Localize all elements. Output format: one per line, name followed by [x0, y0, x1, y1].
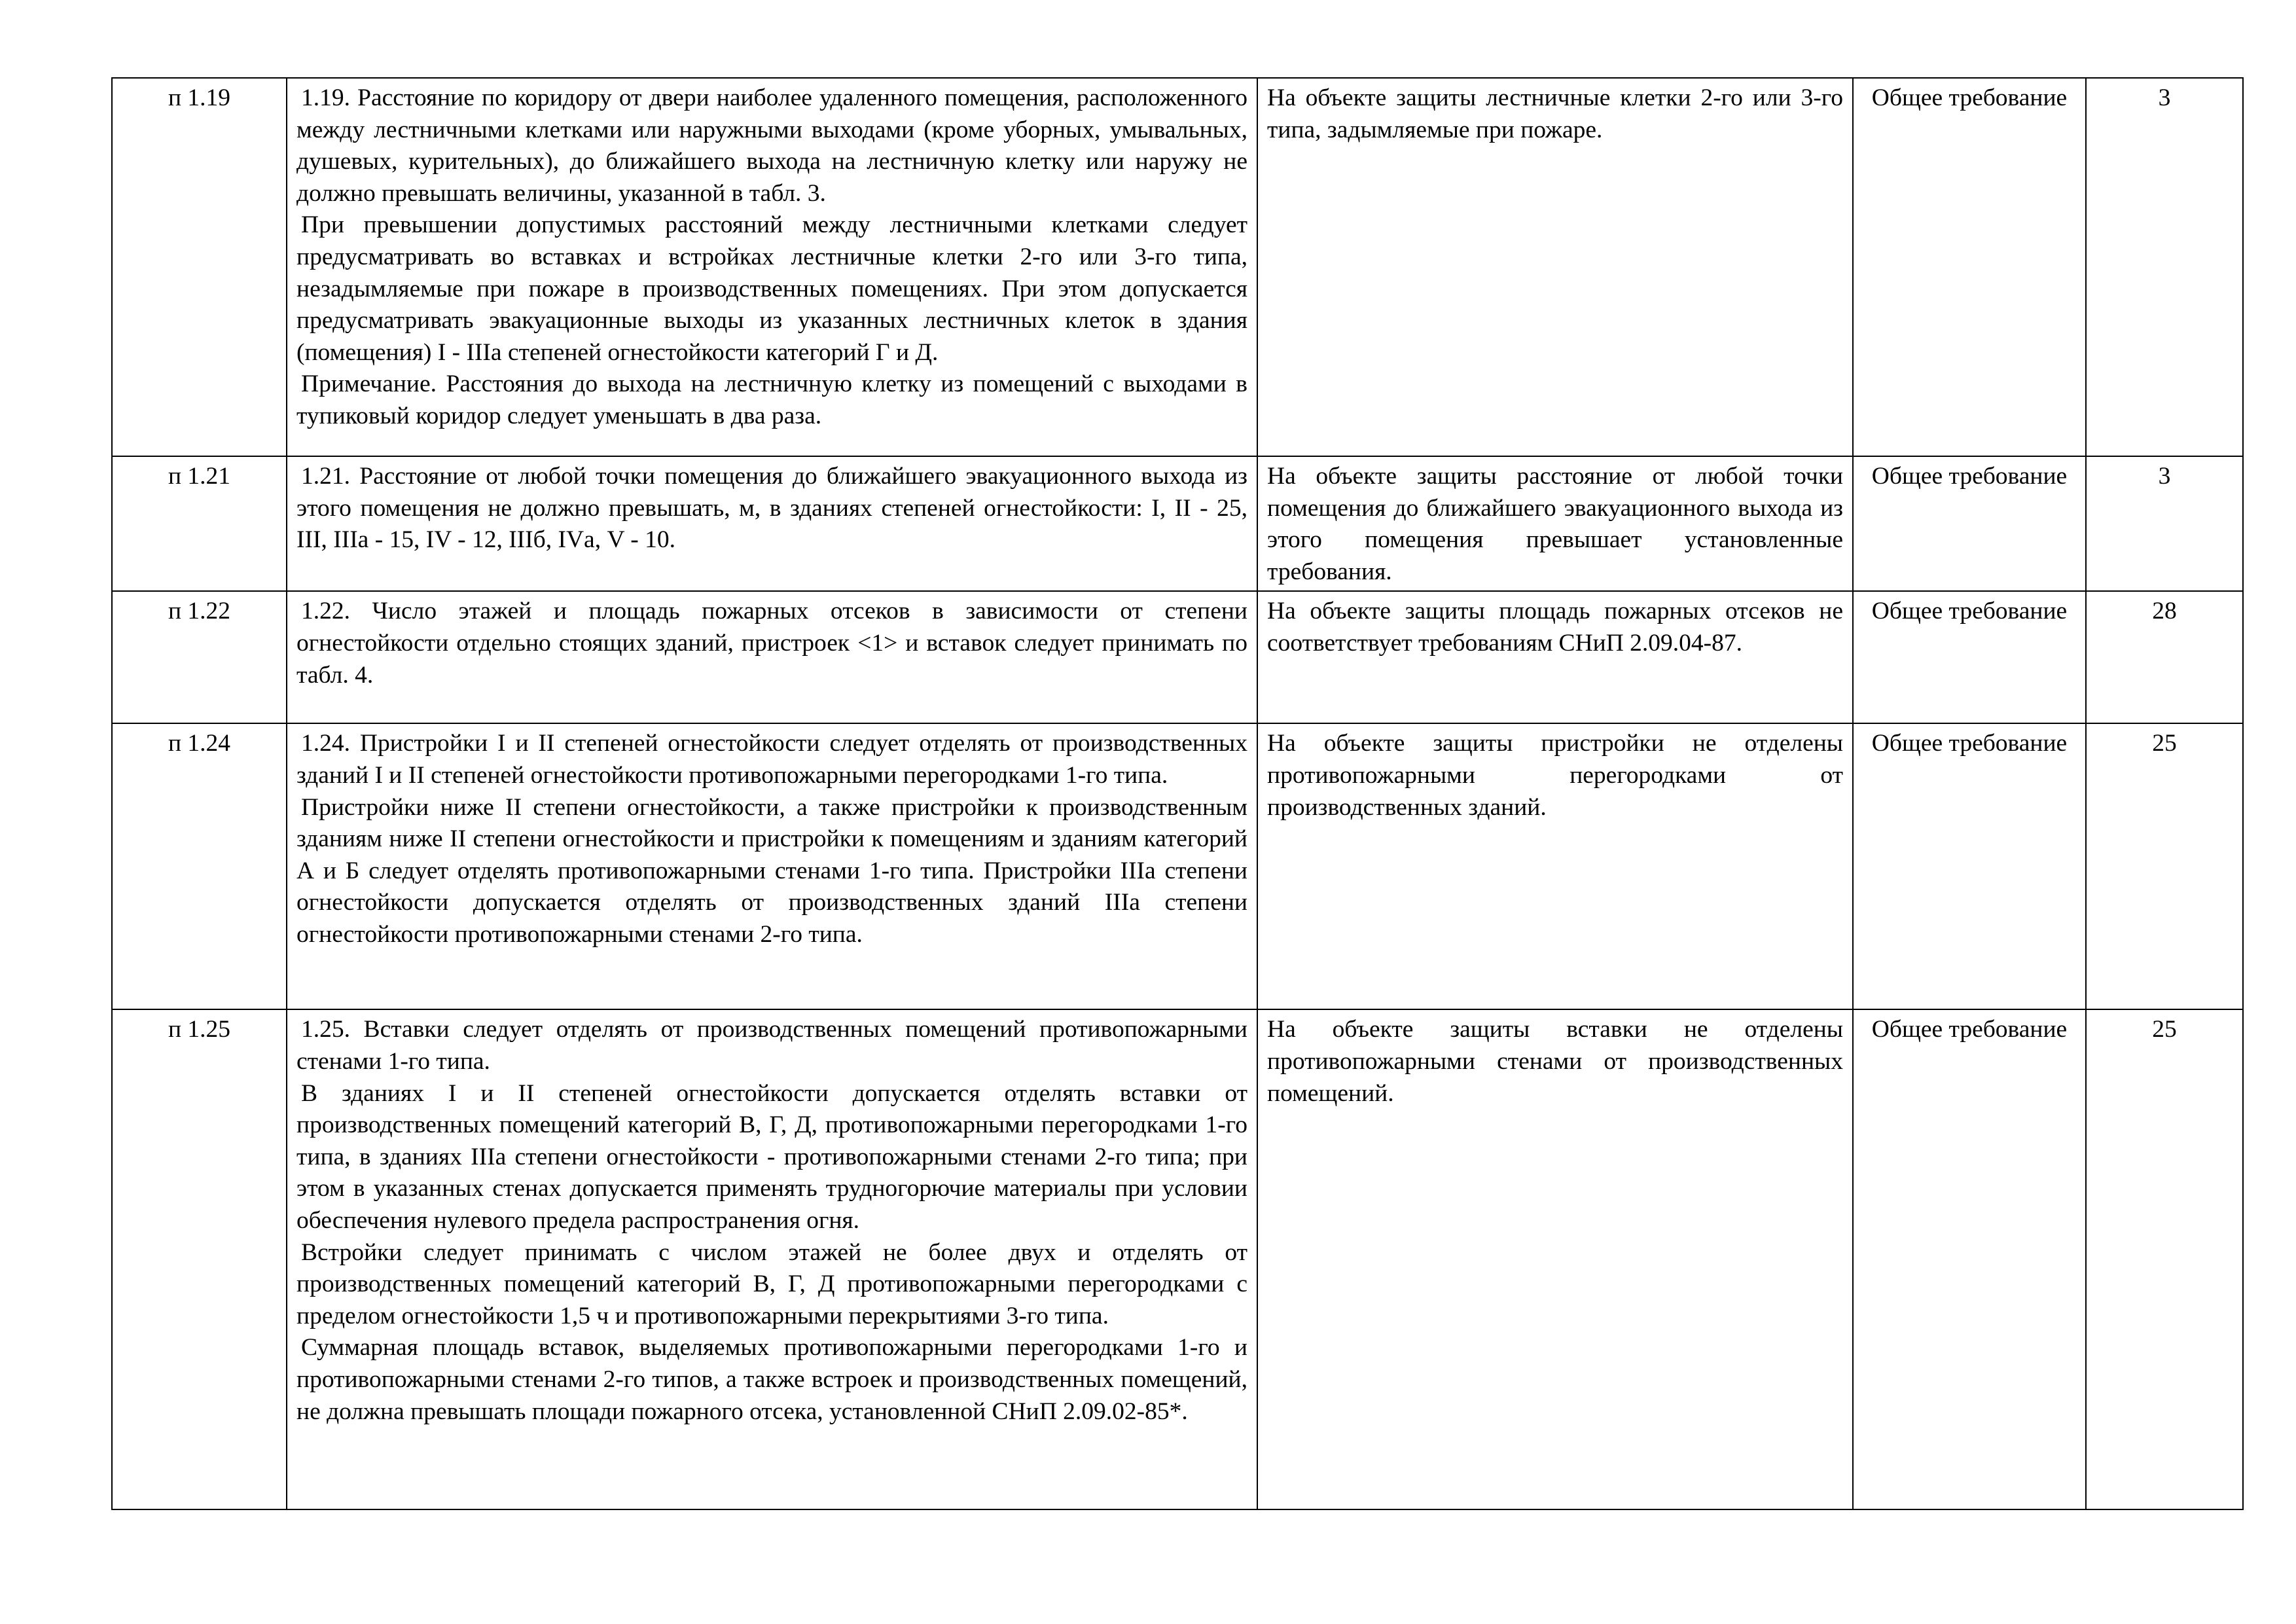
requirement-paragraph: 1.25. Вставки следует отделять от производственных помещений противопожарными стенами 1-го типа. [296, 1016, 1247, 1075]
requirement-scope: Общее требование [1853, 78, 2086, 456]
requirement-text [287, 591, 1257, 723]
requirement-paragraph: 1.22. Число этажей и площадь пожарных отсеков в зависимости от степени огнестойкости отдельно стоящих зданий, пристроек <1> и вставок следует принимать по табл. 4. [296, 598, 1247, 689]
requirement-scope: Общее требование [1853, 1009, 2086, 1509]
clause-ref: п 1.19 [112, 78, 287, 456]
requirement-text [287, 456, 1257, 591]
clause-ref: п 1.21 [112, 456, 287, 591]
table-row [112, 1009, 2243, 1509]
violation-finding: На объекте защиты расстояние от любой точки помещения до ближайшего эвакуационного выхода из этого помещения превышает установленные требования. [1257, 456, 1853, 591]
requirement-scope: Общее требование [1853, 723, 2086, 1009]
violation-count: 25 [2086, 723, 2243, 1009]
requirement-paragraph: 1.19. Расстояние по коридору от двери наиболее удаленного помещения, расположенного между лестничными клетками или наружными выходами (кроме уборных, умывальных, душевых, курительных), до ближайшего выхода на лестничную клетку или наружу не должно превышать величины, указанной в табл. 3. [296, 84, 1247, 207]
violation-finding: На объекте защиты площадь пожарных отсеков не соответствует требованиям СНиП 2.09.04-87. [1257, 591, 1853, 723]
violation-count: 28 [2086, 591, 2243, 723]
requirement-text [287, 1009, 1257, 1509]
table-row [112, 723, 2243, 1009]
table-row [112, 456, 2243, 591]
requirement-scope: Общее требование [1853, 591, 2086, 723]
violation-finding: На объекте защиты лестничные клетки 2-го или 3-го типа, задымляемые при пожаре. [1257, 78, 1853, 456]
violation-finding: На объекте защиты пристройки не отделены противопожарными перегородками от производственных зданий. [1257, 723, 1853, 1009]
requirement-scope: Общее требование [1853, 456, 2086, 591]
violation-count: 3 [2086, 78, 2243, 456]
clause-ref: п 1.22 [112, 591, 287, 723]
requirement-paragraph: 1.21. Расстояние от любой точки помещения до ближайшего эвакуационного выхода из этого помещения не должно превышать, м, в зданиях степеней огнестойкости: I, II - 25, III, IIIа - 15, IV - 12, IIIб, IVа, V - 10. [296, 463, 1247, 554]
clause-ref: п 1.24 [112, 723, 287, 1009]
violation-count: 3 [2086, 456, 2243, 591]
requirement-paragraph: Примечание. Расстояния до выхода на лестничную клетку из помещений с выходами в тупиковый коридор следует уменьшать в два раза. [296, 370, 1247, 429]
requirements-table [111, 77, 2244, 1510]
requirement-text [287, 723, 1257, 1009]
clause-ref: п 1.25 [112, 1009, 287, 1509]
requirement-text [287, 78, 1257, 456]
requirement-paragraph: 1.24. Пристройки I и II степеней огнестойкости следует отделять от производственных зданий I и II степеней огнестойкости противопожарными перегородками 1-го типа. [296, 730, 1247, 789]
requirement-paragraph: При превышении допустимых расстояний между лестничными клетками следует предусматривать во вставках и встройках лестничные клетки 2-го или 3-го типа, незадымляемые при пожаре в производственных помещениях. При этом допускается предусматривать эвакуационные выходы из указанных лестничных клеток в здания (помещения) I - IIIа степеней огнестойкости категорий Г и Д. [296, 211, 1247, 366]
requirement-paragraph: В зданиях I и II степеней огнестойкости допускается отделять вставки от производственных помещений категорий В, Г, Д, противопожарными перегородками 1-го типа, в зданиях IIIа степени огнестойкости - противопожарными стенами 2-го типа; при этом в указанных стенах допускается применять трудногорючие материалы при условии обеспечения нулевого предела распространения огня. [296, 1079, 1247, 1234]
requirement-paragraph: Суммарная площадь вставок, выделяемых противопожарными перегородками 1-го и противопожарными стенами 2-го типов, а также встроек и производственных помещений, не должна превышать площади пожарного отсека, установленной СНиП 2.09.02-85*. [296, 1334, 1247, 1425]
violation-count: 25 [2086, 1009, 2243, 1509]
table-row [112, 78, 2243, 456]
requirement-paragraph: Встройки следует принимать с числом этажей не более двух и отделять от производственных помещений категорий В, Г, Д противопожарными перегородками с пределом огнестойкости 1,5 ч и противопожарными перекрытиями 3-го типа. [296, 1238, 1247, 1329]
table-row [112, 591, 2243, 723]
requirement-paragraph: Пристройки ниже II степени огнестойкости, а также пристройки к производственным зданиям ниже II степени огнестойкости и пристройки к помещениям и зданиям категорий А и Б следует отделять противопожарными стенами 1-го типа. Пристройки IIIа степени огнестойкости допускается отделять от производственных зданий IIIа степени огнестойкости противопожарными стенами 2-го типа. [296, 793, 1247, 948]
requirements-table-page [111, 77, 2242, 1510]
violation-finding: На объекте защиты вставки не отделены противопожарными стенами от производственных помещений. [1257, 1009, 1853, 1509]
